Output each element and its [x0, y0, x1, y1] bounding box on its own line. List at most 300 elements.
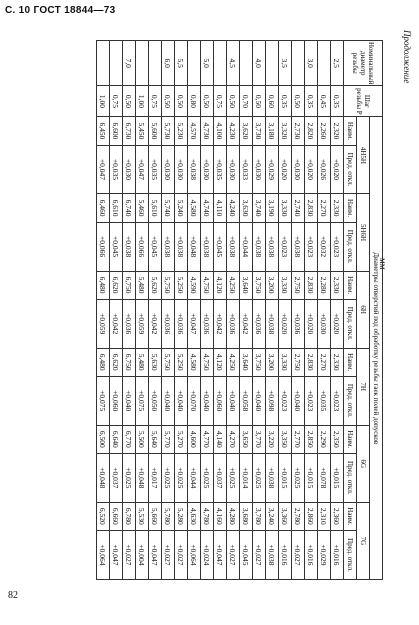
table-cell: 2,830	[305, 194, 318, 222]
table-cell: 6,480	[97, 271, 110, 299]
table-cell: +0,058	[240, 376, 253, 425]
table-cell: +0,098	[266, 376, 279, 425]
table-cell: +0,030	[175, 145, 188, 194]
table-cell: +0,035	[110, 145, 123, 194]
table-cell: 4,120	[214, 348, 227, 376]
table-cell: 5,280	[175, 502, 188, 530]
sub-header-deviation: Пред. откл.	[344, 530, 357, 579]
table-cell: 3,750	[253, 348, 266, 376]
table-row	[175, 41, 188, 580]
table-cell: 5,530	[136, 502, 149, 530]
table-cell: 4,5	[227, 41, 240, 86]
table-cell: 2,270	[318, 348, 331, 376]
table-cell: 3,360	[279, 502, 292, 530]
table-cell: 4,730	[201, 117, 214, 145]
table-cell: 2,750	[292, 348, 305, 376]
table-cell: +0,023	[331, 376, 344, 425]
sub-header-nominal: Наим.	[344, 117, 357, 145]
table-cell: +0,040	[123, 376, 136, 425]
table-cell: +0,048	[97, 453, 110, 502]
table-cell: 0,45	[318, 86, 331, 117]
table-cell: +0,038	[162, 222, 175, 271]
table-row	[214, 41, 227, 580]
table-cell: +0,047	[136, 145, 149, 194]
table-cell: +0,030	[162, 145, 175, 194]
table-cell: 0,70	[240, 86, 253, 117]
table-cell: +0,042	[240, 299, 253, 348]
table-cell: +0,038	[227, 222, 240, 271]
table-cell: 2,850	[305, 425, 318, 453]
table-cell: 4,780	[201, 502, 214, 530]
table-cell: 2,320	[331, 117, 344, 145]
table-cell: +0,025	[253, 453, 266, 502]
table-cell: 2,750	[292, 271, 305, 299]
table-cell	[110, 41, 123, 86]
thread-hole-table	[96, 40, 383, 580]
table-row	[279, 41, 292, 580]
table-cell: 5,750	[162, 271, 175, 299]
table-cell: 0,50	[292, 86, 305, 117]
table-cell: +0,020	[305, 299, 318, 348]
table-cell	[214, 41, 227, 86]
table-cell	[266, 41, 279, 86]
table-cell: +0,027	[123, 530, 136, 579]
table-cell: 0,75	[214, 86, 227, 117]
table-cell: 5,450	[136, 117, 149, 145]
sub-header-nominal: Наим.	[344, 348, 357, 376]
table-cell: +0,040	[292, 376, 305, 425]
table-cell: +0,036	[227, 299, 240, 348]
table-cell: +0,016	[279, 530, 292, 579]
table-cell: +0,038	[266, 530, 279, 579]
table-cell: +0,025	[227, 453, 240, 502]
table-cell: +0,038	[266, 453, 279, 502]
table-cell: 3,640	[240, 271, 253, 299]
table-cell: +0,047	[214, 530, 227, 579]
table-cell: +0,015	[331, 453, 344, 502]
table-cell: +0,035	[318, 376, 331, 425]
table-cell: 4,600	[188, 425, 201, 453]
table-cell: 3,630	[240, 194, 253, 222]
table-cell: +0,036	[175, 299, 188, 348]
table-cell: 4,750	[201, 348, 214, 376]
sub-header-deviation: Пред. откл.	[344, 145, 357, 194]
table-cell: 3,320	[279, 117, 292, 145]
rotated-table-wrapper	[38, 40, 383, 580]
table-cell: 3,240	[266, 502, 279, 530]
table-cell: +0,036	[162, 299, 175, 348]
table-cell: 4,110	[214, 194, 227, 222]
table-row	[318, 41, 331, 580]
table-cell: 6,600	[110, 117, 123, 145]
table-row	[188, 41, 201, 580]
table-cell	[292, 41, 305, 86]
table-cell: 4,270	[227, 425, 240, 453]
table-cell: +0,035	[214, 145, 227, 194]
table-cell: +0,060	[214, 376, 227, 425]
table-cell	[240, 41, 253, 86]
table-cell: 3,740	[253, 194, 266, 222]
table-row	[201, 41, 214, 580]
table-cell: +0,029	[318, 530, 331, 579]
table-cell: 5,620	[149, 271, 162, 299]
table-cell: 4,0	[253, 41, 266, 86]
table-cell: 2,730	[292, 117, 305, 145]
table-cell: +0,036	[292, 299, 305, 348]
table-cell: 3,330	[279, 271, 292, 299]
table-cell: 4,140	[214, 425, 227, 453]
table-cell: +0,038	[175, 222, 188, 271]
table-cell: 4,630	[188, 502, 201, 530]
table-cell: 2,780	[292, 502, 305, 530]
table-cell	[97, 41, 110, 86]
table-cell: 3,190	[266, 194, 279, 222]
table-cell: +0,044	[188, 453, 201, 502]
sub-header-deviation: Пред. откл.	[344, 222, 357, 271]
table-cell: +0,027	[162, 530, 175, 579]
table-cell: +0,044	[240, 222, 253, 271]
table-cell: +0,070	[188, 376, 201, 425]
table-row	[240, 41, 253, 580]
table-cell: 6,740	[123, 194, 136, 222]
sub-header-deviation: Пред. откл.	[344, 299, 357, 348]
table-cell: 5,600	[149, 117, 162, 145]
table-cell: 6,750	[123, 271, 136, 299]
table-cell: +0,023	[279, 376, 292, 425]
table-cell: 3,220	[266, 425, 279, 453]
sub-header-nominal: Наим.	[344, 502, 357, 530]
pitch-header: Шаг резьбы P	[344, 86, 383, 117]
table-cell: +0,042	[149, 299, 162, 348]
table-cell: 2,280	[318, 271, 331, 299]
table-cell: +0,047	[149, 530, 162, 579]
table-cell: 5,460	[136, 194, 149, 222]
table-row	[331, 41, 344, 580]
table-cell: +0,030	[201, 145, 214, 194]
group-title-header: Диаметры отверстий под обработку резьбы гаек полей допусков	[370, 117, 383, 580]
table-cell	[149, 41, 162, 86]
table-cell: +0,025	[123, 453, 136, 502]
table-cell: 6,520	[97, 502, 110, 530]
table-cell: +0,020	[331, 145, 344, 194]
table-cell: 3,350	[279, 425, 292, 453]
table-cell: 6,660	[110, 502, 123, 530]
table-cell: 4,240	[227, 194, 240, 222]
table-cell: 4,750	[201, 271, 214, 299]
table-cell: +0,045	[240, 530, 253, 579]
table-cell: 3,650	[240, 425, 253, 453]
table-cell: 6,730	[123, 117, 136, 145]
table-cell: +0,027	[227, 530, 240, 579]
table-cell: 4,740	[201, 194, 214, 222]
tolerance-header: 6H	[357, 271, 370, 348]
table-cell: +0,042	[110, 299, 123, 348]
table-cell: 2,330	[331, 271, 344, 299]
table-cell	[188, 41, 201, 86]
table-cell: +0,064	[97, 530, 110, 579]
table-cell: +0,023	[305, 222, 318, 271]
table-cell: 6,770	[123, 425, 136, 453]
table-cell: 3,0	[305, 41, 318, 86]
table-cell: +0,025	[175, 453, 188, 502]
table-cell: 3,640	[240, 348, 253, 376]
table-cell: +0,059	[136, 299, 149, 348]
table-cell: 5,610	[149, 194, 162, 222]
table-cell: 2,770	[292, 425, 305, 453]
page-header: С. 10 ГОСТ 18844—73	[5, 5, 116, 16]
table-cell: +0,040	[201, 376, 214, 425]
table-cell: +0,075	[97, 376, 110, 425]
table-cell: 2,740	[292, 194, 305, 222]
table-row	[227, 41, 240, 580]
table-cell: +0,029	[266, 145, 279, 194]
table-cell: 4,100	[214, 117, 227, 145]
table-cell: 4,590	[188, 271, 201, 299]
table-cell: +0,004	[136, 530, 149, 579]
nominal-diameter-header: Номинальный диаметр резьбы	[344, 41, 383, 86]
table-cell: +0,030	[227, 145, 240, 194]
table-cell: 0,60	[266, 86, 279, 117]
table-cell: +0,037	[110, 453, 123, 502]
table-cell: +0,030	[123, 145, 136, 194]
table-cell: +0,036	[201, 299, 214, 348]
table-cell: +0,066	[136, 222, 149, 271]
table-cell: 3,200	[266, 348, 279, 376]
table-cell: 6,0	[162, 41, 175, 86]
table-cell: +0,023	[331, 222, 344, 271]
table-cell: +0,036	[123, 299, 136, 348]
table-cell: 0,50	[175, 86, 188, 117]
table-cell: +0,016	[305, 530, 318, 579]
table-cell: +0,027	[253, 530, 266, 579]
table-cell: 6,610	[110, 194, 123, 222]
table-cell: 2,270	[318, 194, 331, 222]
table-cell: 3,330	[279, 194, 292, 222]
table-cell: +0,042	[214, 299, 227, 348]
table-cell: 5,730	[162, 117, 175, 145]
table-cell: 5,230	[175, 117, 188, 145]
table-cell: 5,630	[149, 348, 162, 376]
table-cell: 5,660	[149, 502, 162, 530]
table-cell: +0,048	[136, 453, 149, 502]
table-cell: +0,016	[331, 530, 344, 579]
table-cell: +0,015	[279, 453, 292, 502]
table-cell: 3,680	[240, 502, 253, 530]
tolerance-header: 4H5H	[357, 117, 370, 194]
table-cell: +0,020	[331, 299, 344, 348]
table-cell: 6,620	[110, 271, 123, 299]
page-number: 82	[8, 590, 18, 601]
table-cell: 6,460	[97, 194, 110, 222]
table-cell: +0,032	[318, 222, 331, 271]
table-cell: 4,570	[188, 117, 201, 145]
table-cell: 0,50	[253, 86, 266, 117]
table-cell: 1,00	[136, 86, 149, 117]
table-cell: 5,780	[162, 502, 175, 530]
table-cell: 4,580	[188, 348, 201, 376]
table-cell: 5,750	[162, 348, 175, 376]
table-cell: 5,740	[162, 194, 175, 222]
table-row	[136, 41, 149, 580]
table-cell: 2,330	[331, 348, 344, 376]
table-cell: +0,038	[201, 222, 214, 271]
table-cell: 2,830	[305, 348, 318, 376]
table-cell: 0,50	[201, 86, 214, 117]
table-cell: +0,036	[253, 299, 266, 348]
table-row	[266, 41, 279, 580]
table-cell: +0,040	[253, 376, 266, 425]
table-cell: +0,038	[266, 222, 279, 271]
table-cell: 5,250	[175, 271, 188, 299]
table-cell: +0,038	[123, 222, 136, 271]
continuation-label: Продолжение	[402, 30, 412, 84]
table-cell: +0,026	[318, 145, 331, 194]
sub-header-nominal: Наим.	[344, 425, 357, 453]
table-row	[110, 41, 123, 580]
table-cell: 5,480	[136, 348, 149, 376]
table-cell: 3,750	[253, 271, 266, 299]
sub-header-nominal: Наим.	[344, 271, 357, 299]
table-cell: 6,450	[97, 117, 110, 145]
tolerance-header: 6G	[357, 425, 370, 502]
table-cell: 4,160	[214, 502, 227, 530]
sub-header-deviation: Пред. откл.	[344, 376, 357, 425]
table-row	[292, 41, 305, 580]
table-cell: +0,020	[279, 145, 292, 194]
table-cell: +0,025	[162, 453, 175, 502]
table-cell: 6,780	[123, 502, 136, 530]
table-cell: +0,037	[214, 453, 227, 502]
table-cell: +0,050	[149, 376, 162, 425]
table-cell: +0,030	[318, 299, 331, 348]
table-cell: +0,014	[240, 453, 253, 502]
table-cell: +0,078	[318, 453, 331, 502]
table-cell: +0,023	[305, 376, 318, 425]
table-row	[305, 41, 318, 580]
table-cell: +0,017	[149, 453, 162, 502]
sub-header-deviation: Пред. откл.	[344, 453, 357, 502]
table-cell: 3,730	[253, 117, 266, 145]
table-cell: 3,780	[253, 502, 266, 530]
table-cell: 2,860	[305, 502, 318, 530]
table-cell: +0,040	[227, 376, 240, 425]
table-cell: +0,027	[292, 530, 305, 579]
table-cell: 4,230	[227, 117, 240, 145]
table-cell: +0,038	[292, 222, 305, 271]
tolerance-header: 5H6H	[357, 194, 370, 271]
tolerance-header: 7H	[357, 348, 370, 425]
table-cell: 5,270	[175, 425, 188, 453]
table-cell: 0,50	[123, 86, 136, 117]
table-cell: 5,5	[175, 41, 188, 86]
table-row	[253, 41, 266, 580]
table-cell: 4,120	[214, 271, 227, 299]
table-cell: 0,50	[162, 86, 175, 117]
table-cell: +0,040	[175, 376, 188, 425]
table-cell: 7,0	[123, 41, 136, 86]
table-cell: +0,038	[253, 222, 266, 271]
table-cell: 6,480	[97, 348, 110, 376]
table-cell: 2,330	[331, 194, 344, 222]
table-cell: 5,0	[201, 41, 214, 86]
table-cell: +0,047	[110, 530, 123, 579]
table-cell: +0,066	[97, 222, 110, 271]
table-row	[162, 41, 175, 580]
table-cell: 3,180	[266, 117, 279, 145]
table-cell: 1,00	[97, 86, 110, 117]
table-cell: 6,500	[97, 425, 110, 453]
table-cell: 2,5	[331, 41, 344, 86]
table-cell: 0,35	[305, 86, 318, 117]
table-cell: 0,80	[188, 86, 201, 117]
table-cell: +0,075	[136, 376, 149, 425]
table-cell: 2,260	[318, 117, 331, 145]
table-cell: +0,025	[292, 453, 305, 502]
table-cell: +0,023	[279, 222, 292, 271]
table-cell: +0,030	[253, 145, 266, 194]
table-cell: 0,50	[227, 86, 240, 117]
table-cell: 5,640	[149, 425, 162, 453]
table-cell: 2,360	[331, 502, 344, 530]
table-cell: 4,580	[188, 194, 201, 222]
table-cell: +0,045	[149, 222, 162, 271]
table-cell: 3,620	[240, 117, 253, 145]
table-cell: 4,770	[201, 425, 214, 453]
unit-label: мм	[378, 258, 388, 270]
table-cell	[318, 41, 331, 86]
table-cell: 5,500	[136, 425, 149, 453]
table-cell: +0,059	[97, 299, 110, 348]
table-cell: 3,200	[266, 271, 279, 299]
table-cell: 2,350	[331, 425, 344, 453]
table-cell: +0,060	[110, 376, 123, 425]
table-cell: +0,025	[201, 453, 214, 502]
table-cell: 3,330	[279, 348, 292, 376]
table-cell: +0,038	[188, 145, 201, 194]
tolerance-header: 7G	[357, 502, 370, 579]
table-cell: 5,250	[175, 348, 188, 376]
table-cell: 4,280	[227, 502, 240, 530]
table-cell: 4,250	[227, 271, 240, 299]
table-cell: +0,033	[240, 145, 253, 194]
table-cell: +0,024	[201, 530, 214, 579]
table-cell: +0,035	[149, 145, 162, 194]
table-cell: +0,040	[162, 376, 175, 425]
table-cell	[136, 41, 149, 86]
table-cell: 2,290	[318, 425, 331, 453]
table-cell: 2,830	[305, 271, 318, 299]
table-cell: 0,35	[279, 86, 292, 117]
table-cell: 4,250	[227, 348, 240, 376]
table-cell: +0,045	[110, 222, 123, 271]
table-cell: 3,5	[279, 41, 292, 86]
table-cell: +0,064	[188, 530, 201, 579]
table-row	[149, 41, 162, 580]
table-cell: +0,015	[305, 453, 318, 502]
table-cell: +0,030	[292, 145, 305, 194]
table-row	[123, 41, 136, 580]
table-cell: +0,020	[305, 145, 318, 194]
table-cell: 5,770	[162, 425, 175, 453]
table-cell: +0,048	[188, 222, 201, 271]
table-cell: 6,620	[110, 348, 123, 376]
table-cell: +0,047	[188, 299, 201, 348]
sub-header-nominal: Наим.	[344, 194, 357, 222]
table-cell: 0,35	[331, 86, 344, 117]
table-cell: 2,310	[318, 502, 331, 530]
table-cell: 6,750	[123, 348, 136, 376]
table-cell: 0,75	[110, 86, 123, 117]
